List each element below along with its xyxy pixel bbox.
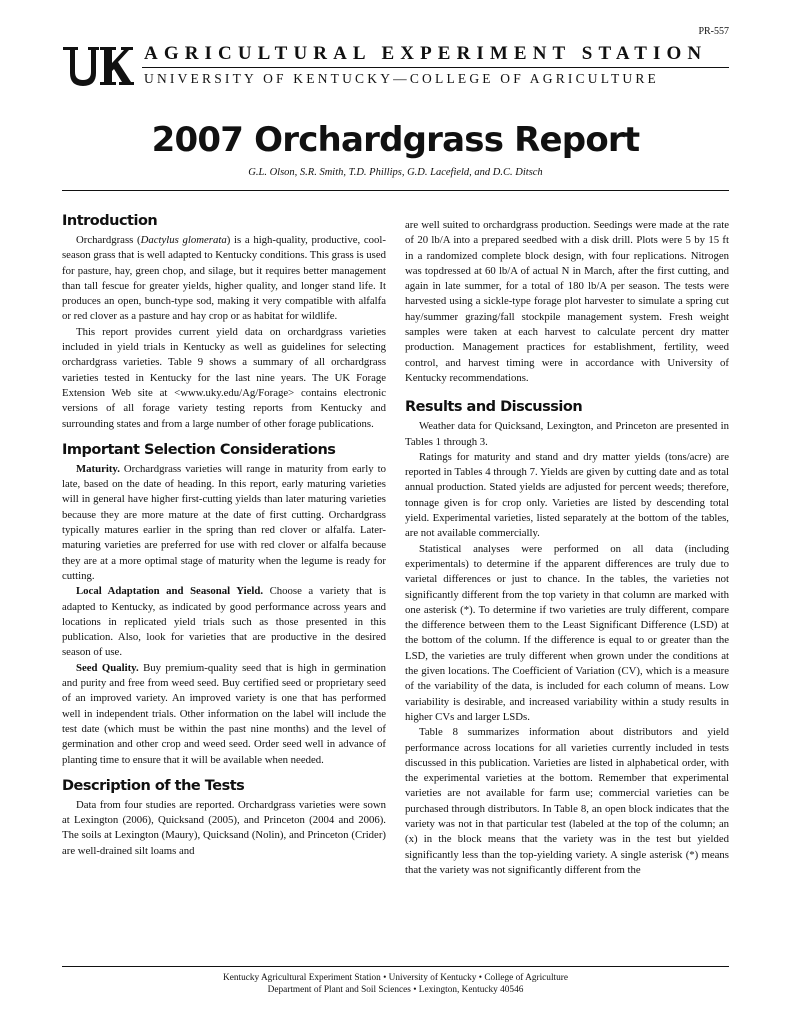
results-paragraph-3: Statistical analyses were performed on all data (including experimentals) to determine if the apparent differences are truly due to varietal differences or just to chance. In the tables, the varieties not significantly different from the top variety in that column are marked with one asterisk (*). To determine if two varieties are truly different, compare the difference between them to the Least Significant Difference (LSD) at the bottom of the column. If the difference is equal to or greater than the LSD, the varieties are truly different when grown under the conditions at the given locations. The Coefficient of Variation (CV), which is a measure of the variability of the data, is included for each column of means. Low variability is desirable, and increased variability within a study results in higher CVs and larger LSDs. bbox=[405, 542, 729, 723]
seed-quality-lead: Seed Quality. bbox=[76, 661, 139, 674]
maturity-text: Orchardgrass varieties will range in maturity from early to late, based on the date of heading. In this report, early maturing varieties will in general have higher first-cutting yields than later maturing varieties because they are more mature at the date of first cutting. Orchardgrass typically matures earlier in the spring than red clover or alfalfa. Later-maturing varieties are preferred for use with red clover or alfalfa because they are at a more optimal stage of maturity when the legume is ready for cutting. bbox=[62, 462, 386, 582]
introduction-heading: Introduction bbox=[62, 213, 158, 229]
species-name: Dactylus glomerata bbox=[140, 234, 227, 246]
left-column bbox=[62, 212, 386, 859]
publication-number: PR-557 bbox=[698, 26, 729, 37]
intro-text-start: Orchardgrass ( bbox=[76, 234, 141, 246]
footer-line-1: Kentucky Agricultural Experiment Station • University of Kentucky • College of Agriculture bbox=[223, 973, 568, 983]
header-divider bbox=[62, 190, 729, 191]
tests-paragraph-1-continued: are well suited to orchardgrass production. Seedings were made at the rate of 20 lb/A into a prepared seedbed with a disk drill. Plots were 5 by 15 ft in a randomized complete block design, with four replications. Nitrogen was topdressed at 60 lb/A of actual N in March, after the first cutting, and again in late summer, for a total of 180 lb/A per season. The tests were harvested using a sickle-type forage plot harvester to simulate a spring cut hay/summer grazing/fall stockpile management system. Fresh weight samples were taken at each harvest to calculate percent dry matter production. Management practices for establishment, fertility, weed control, and harvest timing were in accordance with University of Kentucky recommendations. bbox=[405, 219, 729, 384]
maturity-paragraph bbox=[62, 462, 386, 584]
masthead-divider bbox=[142, 67, 729, 68]
tests-paragraph-1: Data from four studies are reported. Orchardgrass varieties were sown at Lexington (2006), Quicksand (2005), and Princeton (2004 and 2006). The soils at Lexington (Maury), Quicksand (Nolin), and Princeton (Crider) are well-drained silt loams and bbox=[62, 798, 386, 857]
adaptation-paragraph bbox=[62, 584, 386, 660]
results-paragraph-2: Ratings for maturity and stand and dry matter yields (tons/acre) are reported in Tables 4 through 7. Yields are given by cutting date and as total annual production. Stated yields are adjusted for percent weeds; therefore, tonnage given is for crop only. Varieties are listed by descending total yield. Experimental varieties, listed separately at the bottom of the tables, are not available commercially. bbox=[405, 450, 729, 540]
station-name: AGRICULTURAL EXPERIMENT STATION bbox=[144, 43, 708, 64]
authors: G.L. Olson, S.R. Smith, T.D. Phillips, G.D. Lacefield, and D.C. Ditsch bbox=[248, 167, 543, 178]
footer-divider bbox=[62, 966, 729, 967]
uk-logo bbox=[62, 44, 134, 88]
right-column bbox=[405, 218, 729, 878]
seed-quality-text: Buy premium-quality seed that is high in germination and purity and free from weed seed. Buy certified seed or proprietary seed of an improved variety. An improved variety is one that has performed well in independent trials. Other information on the label will include the test date (which must be within the past nine months) and the level of germination and other crop and weed seed. Order seed well in advance of planting time to ensure that it will be available when needed. bbox=[62, 661, 386, 766]
footer-line-2: Department of Plant and Soil Sciences • Lexington, Kentucky 40546 bbox=[267, 985, 524, 995]
results-paragraph-1: Weather data for Quicksand, Lexington, and Princeton are presented in Tables 1 through 3. bbox=[405, 420, 729, 448]
adaptation-lead: Local Adaptation and Seasonal Yield. bbox=[76, 585, 264, 598]
introduction-paragraph-2: This report provides current yield data on orchardgrass varieties included in yield trials in Kentucky as well as guidelines for selecting orchardgrass varieties. Table 9 shows a summary of all orchardgrass varieties tested in Kentucky for the last nine years. The UK Forage Extension Web site at <www.uky.edu/Ag/Forage> contains electronic versions of all forage variety testing reports from Kentucky and surrounding states and from a large number of other forage publications. bbox=[62, 325, 386, 430]
results-heading: Results and Discussion bbox=[405, 399, 583, 416]
tests-heading: Description of the Tests bbox=[62, 777, 245, 794]
university-line: UNIVERSITY OF KENTUCKY—COLLEGE OF AGRICULTURE bbox=[144, 71, 659, 86]
results-paragraph-4: Table 8 summarizes information about distributors and yield performance across locations for all varieties currently included in tests discussed in this publication. Varieties are listed in alphabetical order, with the experimental varieties at the bottom. Remember that experimental varieties are not available for farm use; commercial varieties can be purchased through distributors. In Table 8, an open block indicates that the variety was not in that particular test (labeled at the top of the column; an (x) in the block means that the variety was in the test but yielded significantly less than the top-yielding variety. A single asterisk (*) means that the variety was not significantly different from the bbox=[405, 726, 729, 876]
intro-text-end: ) is a high-quality, productive, cool-season grass that is well adapted to Kentucky conditions. This grass is used for pasture, hay, green chop, and silage, but it requires better management than tall fescue for greater yields, higher quality, and longer stand life. It produces an open, bunch-type sod, making it very compatible with alfalfa or red clover as a pasture and hay crop or as habitat for wildlife. bbox=[62, 234, 387, 323]
maturity-lead: Maturity. bbox=[76, 462, 120, 475]
introduction-paragraph-1 bbox=[62, 233, 386, 325]
selection-heading: Important Selection Considerations bbox=[62, 441, 336, 458]
masthead bbox=[62, 44, 729, 90]
report-title: 2007 Orchardgrass Report bbox=[151, 120, 640, 160]
footer bbox=[0, 972, 791, 996]
adaptation-text: Choose a variety that is adapted to Kentucky, as indicated by good performance across years and locations in replicated yield trials such as those presented in this publication. Also, look for varieties that are productive in the desired season of use. bbox=[62, 585, 386, 659]
seed-quality-paragraph bbox=[62, 661, 386, 768]
